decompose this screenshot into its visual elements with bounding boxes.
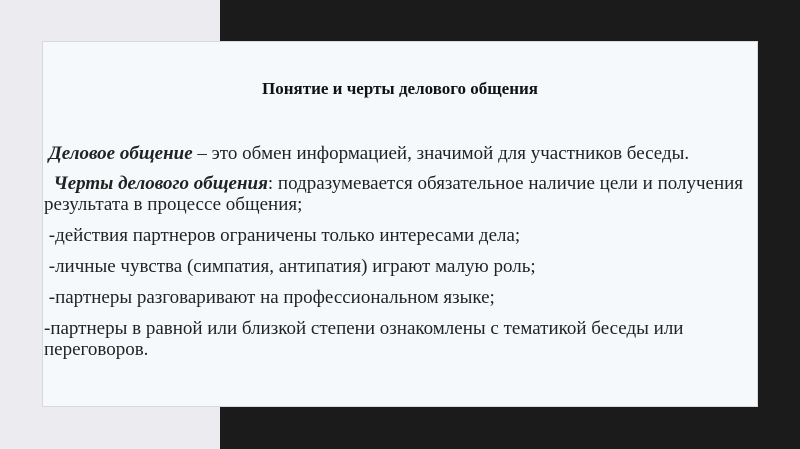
list-item: -партнеры разговаривают на профессиональном языке; xyxy=(44,287,495,308)
definition-term: Деловое общение xyxy=(48,143,193,164)
slide-card xyxy=(42,41,758,407)
features-term: Черты делового общения xyxy=(53,173,268,194)
list-item: -действия партнеров ограничены только интересами дела; xyxy=(44,225,521,246)
list-item: -партнеры в равной или близкой степени ознакомлены с тематикой беседы или переговоров. xyxy=(44,318,684,360)
features-paragraph xyxy=(44,173,756,215)
features-lead-space xyxy=(44,173,54,194)
features-text: : подразумевается обязательное наличие цели и получения результата в процессе общения; xyxy=(44,173,744,215)
slide-title: Понятие и черты делового общения xyxy=(262,79,538,98)
list-item: -личные чувства (симпатия, антипатия) играют малую роль; xyxy=(44,256,536,277)
definition-paragraph xyxy=(44,143,756,164)
definition-text: – это обмен информацией, значимой для участников беседы. xyxy=(192,143,690,164)
